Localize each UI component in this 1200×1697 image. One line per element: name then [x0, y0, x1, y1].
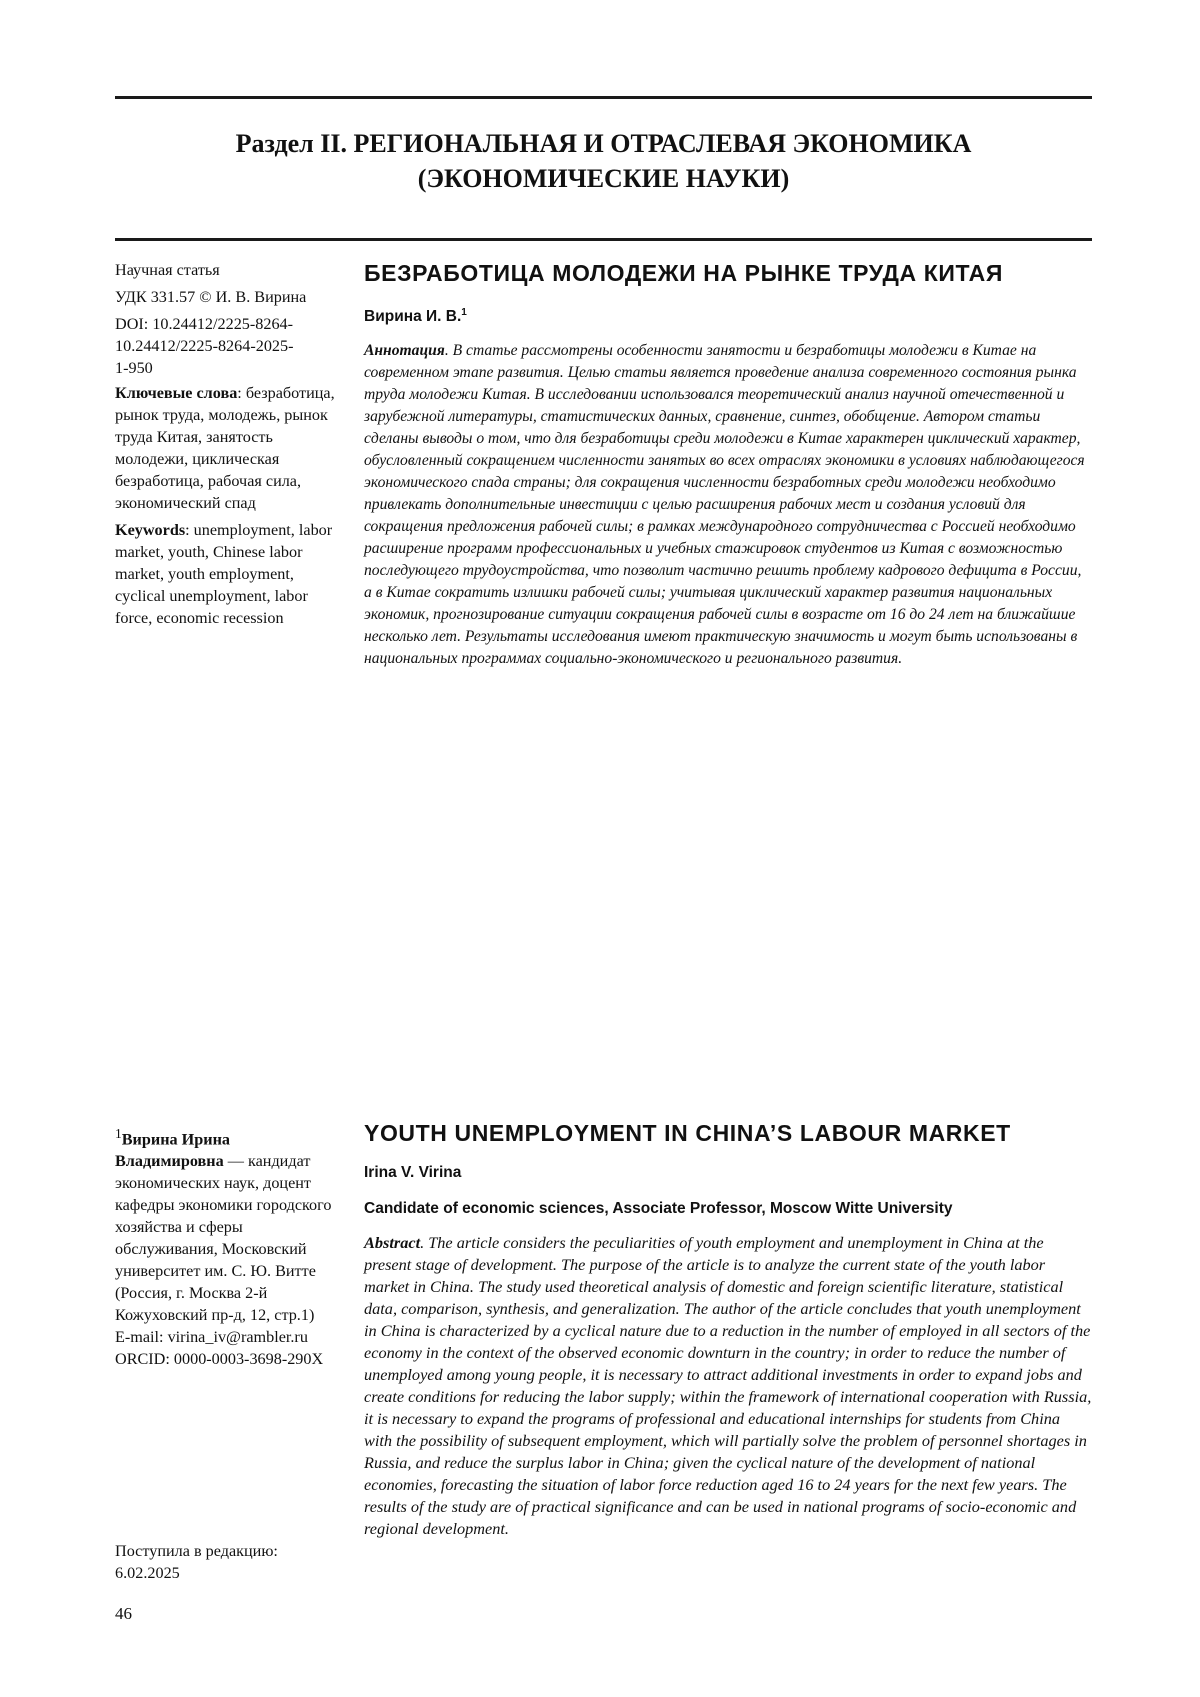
- ru-abstract-text: . В статье рассмотрены особенности занятости и безработицы молодежи в Китае на современном этапе развития. Целью статьи является проведение анализа современного состояния рынка труда молодежи Китая. В исследовании использовался теоретический анализ научной отечественной и зарубежной литературы, статистических данных, сравнение, синтез, обобщение. Автором статьи сделаны выводы о том, что для безработицы среди молодежи в Китае характерен циклический характер, обусловленный сокращением численности занятых во всех отраслях экономики в условиях наблюдающегося экономического спада страны; для сокращения численности безработных среди молодежи необходимо привлекать дополнительные инвестиции с целью расширения рабочих мест и создания условий для сокращения предложения рабочей силы; в рамках международного сотрудничества с Россией необходимо расширение программ профессиональных и учебных стажировок студентов из Китая с возможностью последующего трудоустройства, что позволит частично решить проблему кадрового дефицита в России, а в Китае сократить излишки рабочей силы; учитывая циклический характер развития национальных экономик, прогнозирование ситуации сокращения рабочей силы в возрасте от 16 до 24 лет на ближайшие несколько лет. Результаты исследования имеют практическую значимость и могут быть использованы в национальных программах социально-экономического и регионального развития.: [364, 342, 1085, 667]
- ru-article-title: БЕЗРАБОТИЦА МОЛОДЕЖИ НА РЫНКЕ ТРУДА КИТАЯ: [364, 258, 1092, 288]
- en-author: Irina V. Virina: [364, 1162, 1092, 1184]
- keywords-en-label: Keywords: [115, 521, 185, 539]
- author-email: E-mail: virina_iv@rambler.ru: [115, 1326, 337, 1348]
- section-title-line1: Раздел II. РЕГИОНАЛЬНАЯ И ОТРАСЛЕВАЯ ЭКОНОМИКА: [115, 126, 1092, 161]
- en-article-title: YOUTH UNEMPLOYMENT IN CHINA’S LABOUR MARKET: [364, 1118, 1092, 1148]
- ru-author: [364, 302, 1092, 328]
- en-abstract-label: Abstract: [364, 1233, 420, 1252]
- page-number: 46: [115, 1604, 132, 1624]
- en-abstract-text: . The article considers the peculiarities of youth employment and unemployment in China at the present stage of development. The purpose of the article is to analyze the current state of the youth labor market in China. The study used theoretical analysis of domestic and foreign scientific literature, statistical data, comparison, synthesis, and generalization. The author of the article concludes that youth unemployment in China is characterized by a cyclical nature due to a reduction in the number of employed in all sectors of the economy in the context of the observed economic downturn in the country; in order to reduce the number of unemployed among young people, it is necessary to attract additional investments in order to expand jobs and create conditions for reducing the labor supply; within the framework of international cooperation with Russia, it is necessary to expand the programs of professional and educational internships for students from China with the possibility of subsequent employment, which will partially solve the problem of personnel shortages in Russia, and reduce the surplus labor in China; given the cyclical nature of the development of national economies, forecasting the situation of labor force reduction aged 16 to 24 years for the next few years. The results of the study are of practical significance and can be used in national programs of socio-economic and regional development.: [364, 1233, 1091, 1538]
- ru-author-name: Вирина И. В.: [364, 308, 461, 325]
- section-title: [115, 126, 1092, 196]
- keywords-ru-text: : безработица, рынок труда, молодежь, рынок труда Китая, занятость молодежи, циклическая безработица, рабочая сила, экономический спад: [115, 384, 335, 512]
- article-meta: [115, 259, 337, 634]
- author-info-name: Вирина Ирина Владимировна: [115, 1130, 230, 1170]
- ru-abstract-label: Аннотация: [364, 342, 445, 359]
- keywords-en-text: : unemployment, labor market, youth, Chinese labor market, youth employment, cyclical unemployment, labor force, economic recession: [115, 521, 332, 627]
- section-title-line2: (ЭКОНОМИЧЕСКИЕ НАУКИ): [115, 161, 1092, 196]
- doi-line1: DOI: 10.24412/2225-8264-: [115, 315, 293, 333]
- ru-article: [364, 258, 1092, 670]
- received-label: Поступила в редакцию:: [115, 1540, 337, 1562]
- ru-author-sup: 1: [461, 307, 467, 318]
- received-info: [115, 1540, 337, 1584]
- keywords-ru-label: Ключевые слова: [115, 384, 237, 402]
- top-rule: [115, 96, 1092, 99]
- ru-abstract: [364, 340, 1092, 670]
- en-affiliation: Candidate of economic sciences, Associate Professor, Moscow Witte University: [364, 1198, 1092, 1220]
- doi: [115, 313, 337, 379]
- author-info-details: — кандидат экономических наук, доцент кафедры экономики городского хозяйства и сферы обслуживания, Московский университет им. С. Ю. Витте (Россия, г. Москва 2-й Кожуховский пр-д, 12, стр.1): [115, 1152, 331, 1324]
- received-date: 6.02.2025: [115, 1562, 337, 1584]
- keywords-ru: [115, 382, 337, 514]
- en-article: [364, 1118, 1092, 1540]
- author-orcid: ORCID: 0000-0003-3698-290X: [115, 1348, 337, 1370]
- article-type: Научная статья: [115, 259, 337, 281]
- middle-rule: [115, 238, 1092, 241]
- author-bio: [115, 1123, 337, 1326]
- author-info: [115, 1123, 337, 1370]
- doi-line2: 10.24412/2225-8264-2025-: [115, 337, 294, 355]
- author-info-sup: 1: [115, 1126, 122, 1141]
- keywords-en: [115, 519, 337, 629]
- doi-line3: 1-950: [115, 359, 153, 377]
- en-abstract: [364, 1232, 1092, 1540]
- udk: УДК 331.57 © И. В. Вирина: [115, 286, 337, 308]
